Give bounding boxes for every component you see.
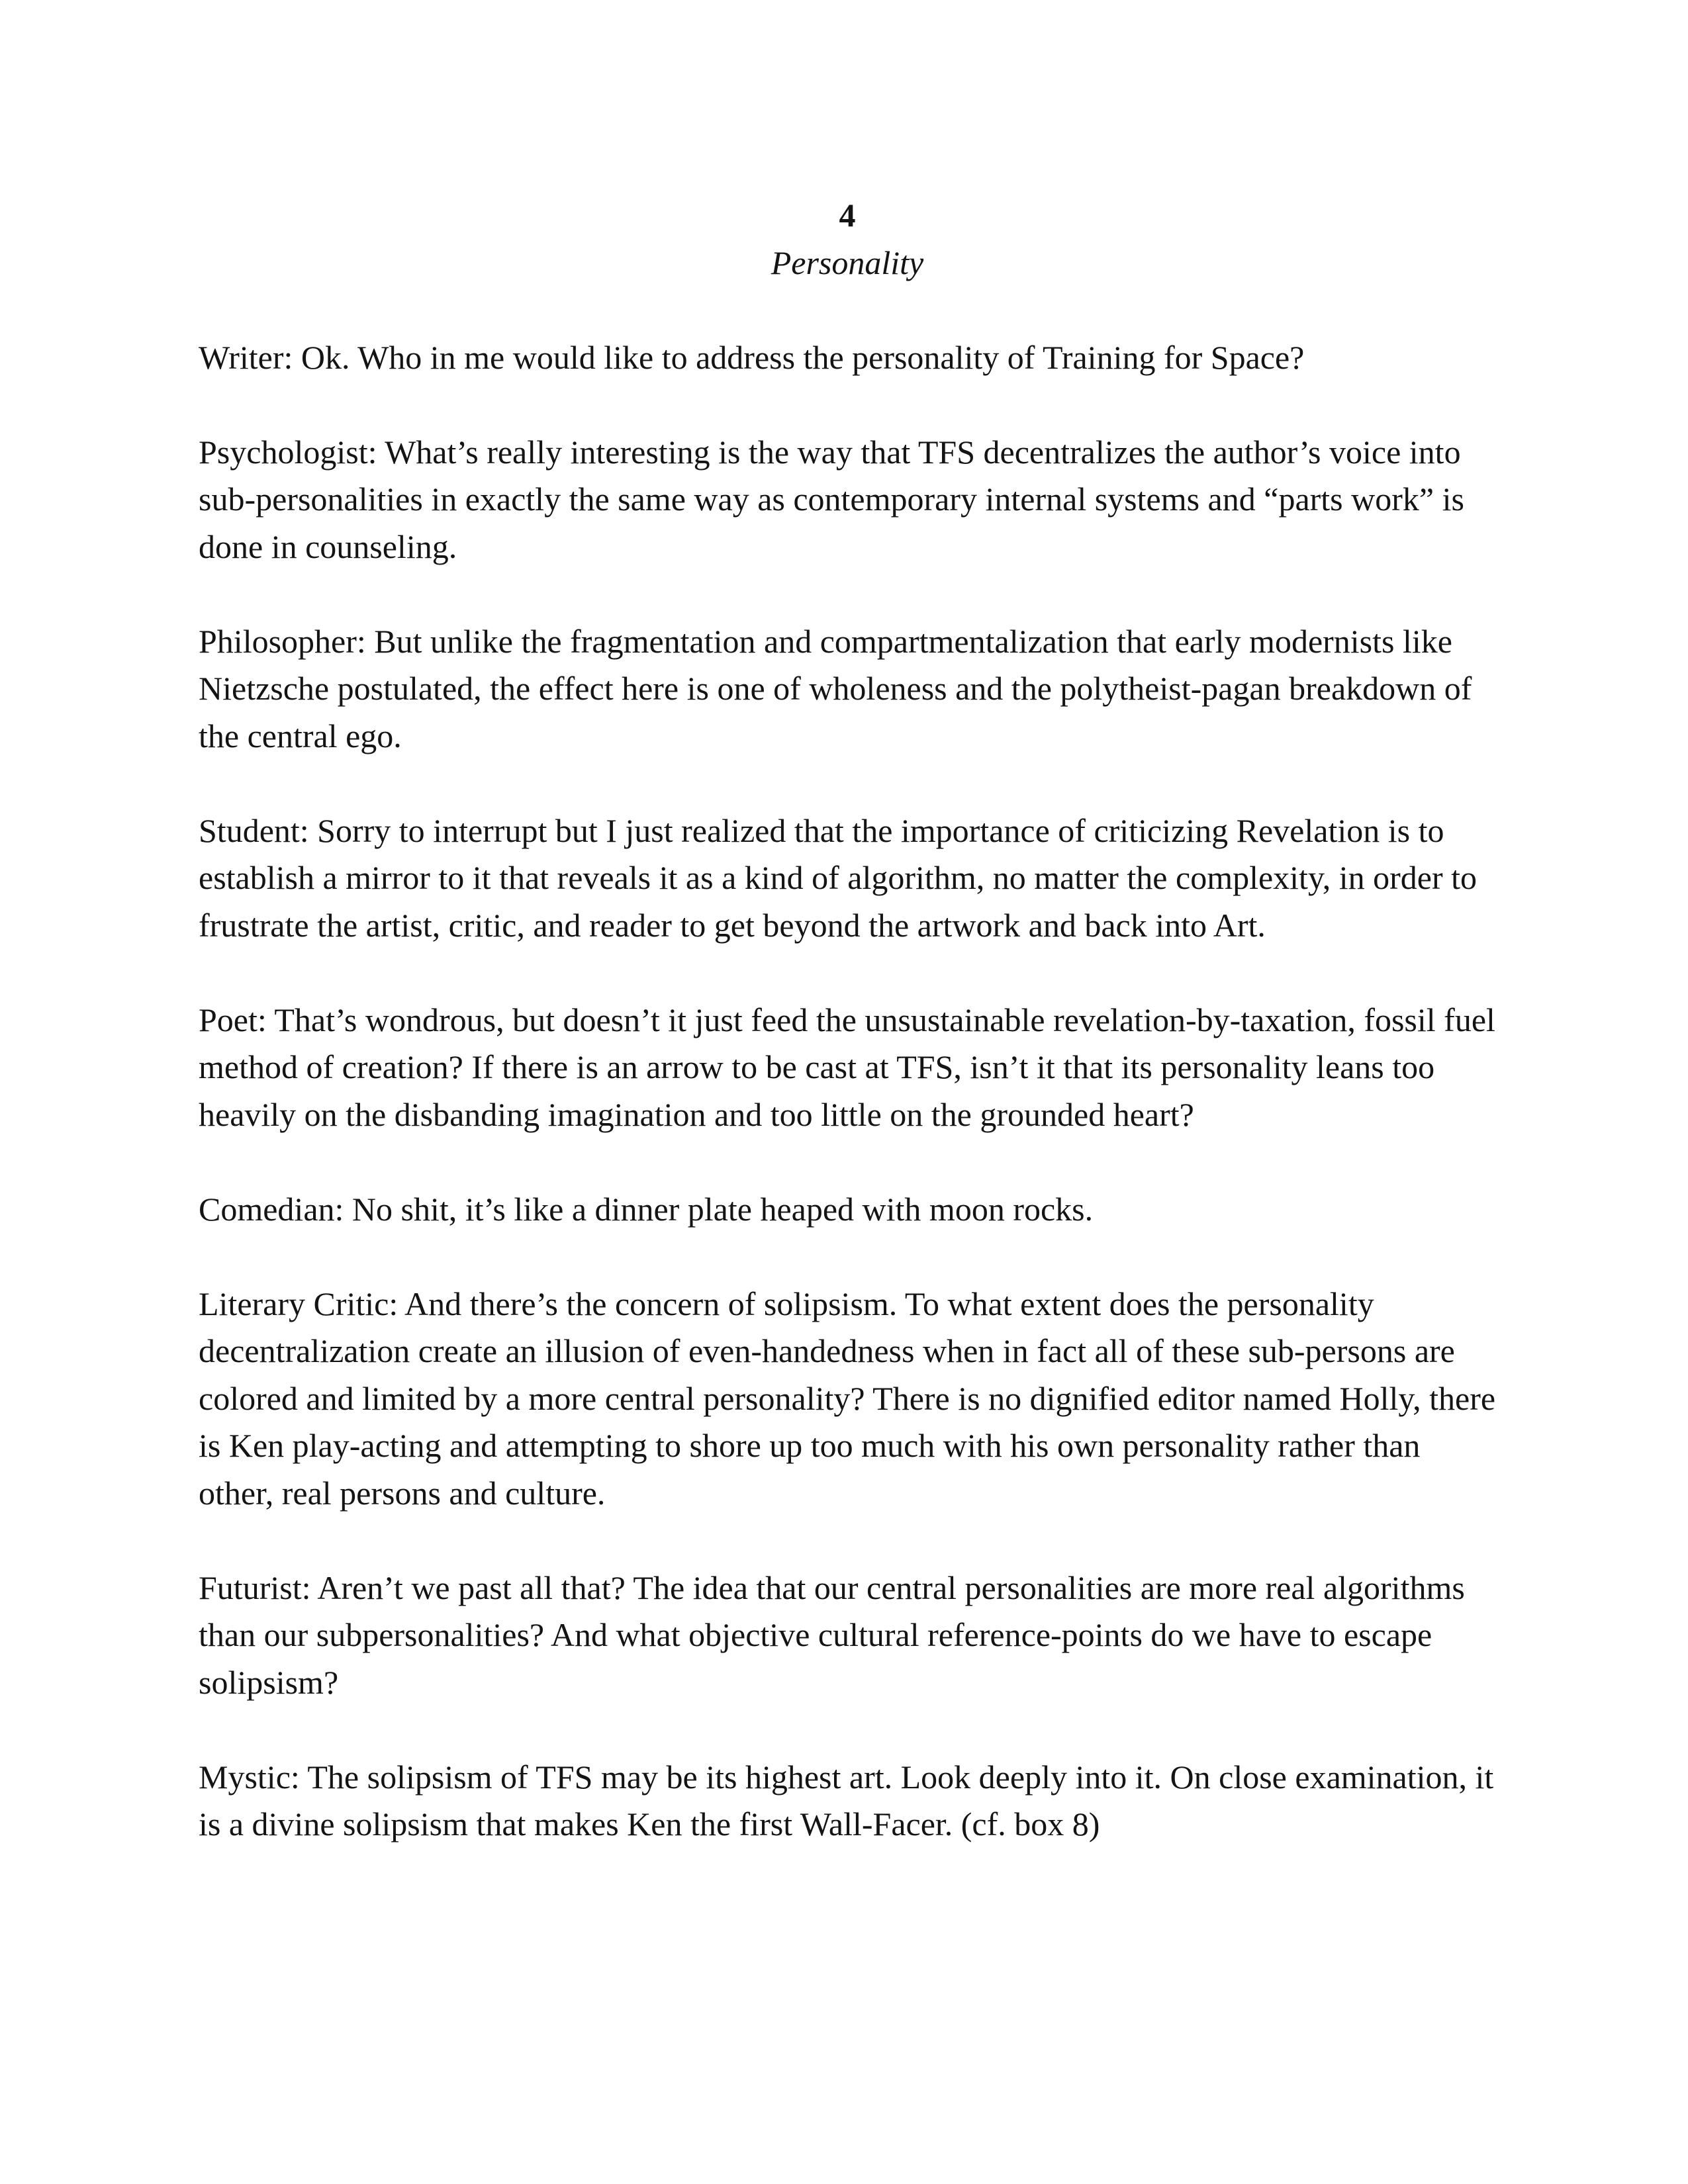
paragraph-writer: Writer: Ok. Who in me would like to address the personality of Training for Space?: [199, 338, 1305, 376]
chapter-number: 4: [839, 197, 856, 234]
chapter-title: Personality: [771, 244, 924, 281]
paragraph-poet: Poet: That’s wondrous, but doesn’t it just feed the unsustainable revelation-by-taxation, fossil fuel method of creation? If there is an arrow to be cast at TFS, isn’t it that its personality leans too heavily on the disbanding imagination and too little on the grounded heart?: [199, 1001, 1495, 1133]
document-page: [199, 192, 1496, 1848]
paragraph-student: Student: Sorry to interrupt but I just realized that the importance of criticizing Revelation is to establish a mirror to it that reveals it as a kind of algorithm, no matter the complexity, in order to frustrate the artist, critic, and reader to get beyond the artwork and back into Art.: [199, 811, 1477, 944]
paragraph-mystic: Mystic: The solipsism of TFS may be its highest art. Look deeply into it. On close examination, it is a divine solipsism that makes Ken the first Wall-Facer. (cf. box 8): [199, 1758, 1494, 1843]
paragraph-futurist: Futurist: Aren’t we past all that? The idea that our central personalities are more real algorithms than our subpersonalities? And what objective cultural reference-points do we have to escape solipsism?: [199, 1569, 1465, 1701]
paragraph-psychologist: Psychologist: What’s really interesting is the way that TFS decentralizes the author’s voice into sub-personalities in exactly the same way as contemporary internal systems and “parts work” is done in counseling.: [199, 433, 1464, 565]
paragraph-literary-critic: Literary Critic: And there’s the concern of solipsism. To what extent does the personality decentralization create an illusion of even-handedness when in fact all of these sub-persons are colored and limited by a more central personality? There is no dignified editor named Holly, there is Ken play-acting and attempting to shore up too much with his own personality rather than other, real persons and culture.: [199, 1285, 1496, 1512]
paragraph-comedian: Comedian: No shit, it’s like a dinner plate heaped with moon rocks.: [199, 1190, 1094, 1228]
paragraph-philosopher: Philosopher: But unlike the fragmentation and compartmentalization that early modernists like Nietzsche postulated, the effect here is one of wholeness and the polytheist-pagan breakdown of the central ego.: [199, 622, 1472, 754]
